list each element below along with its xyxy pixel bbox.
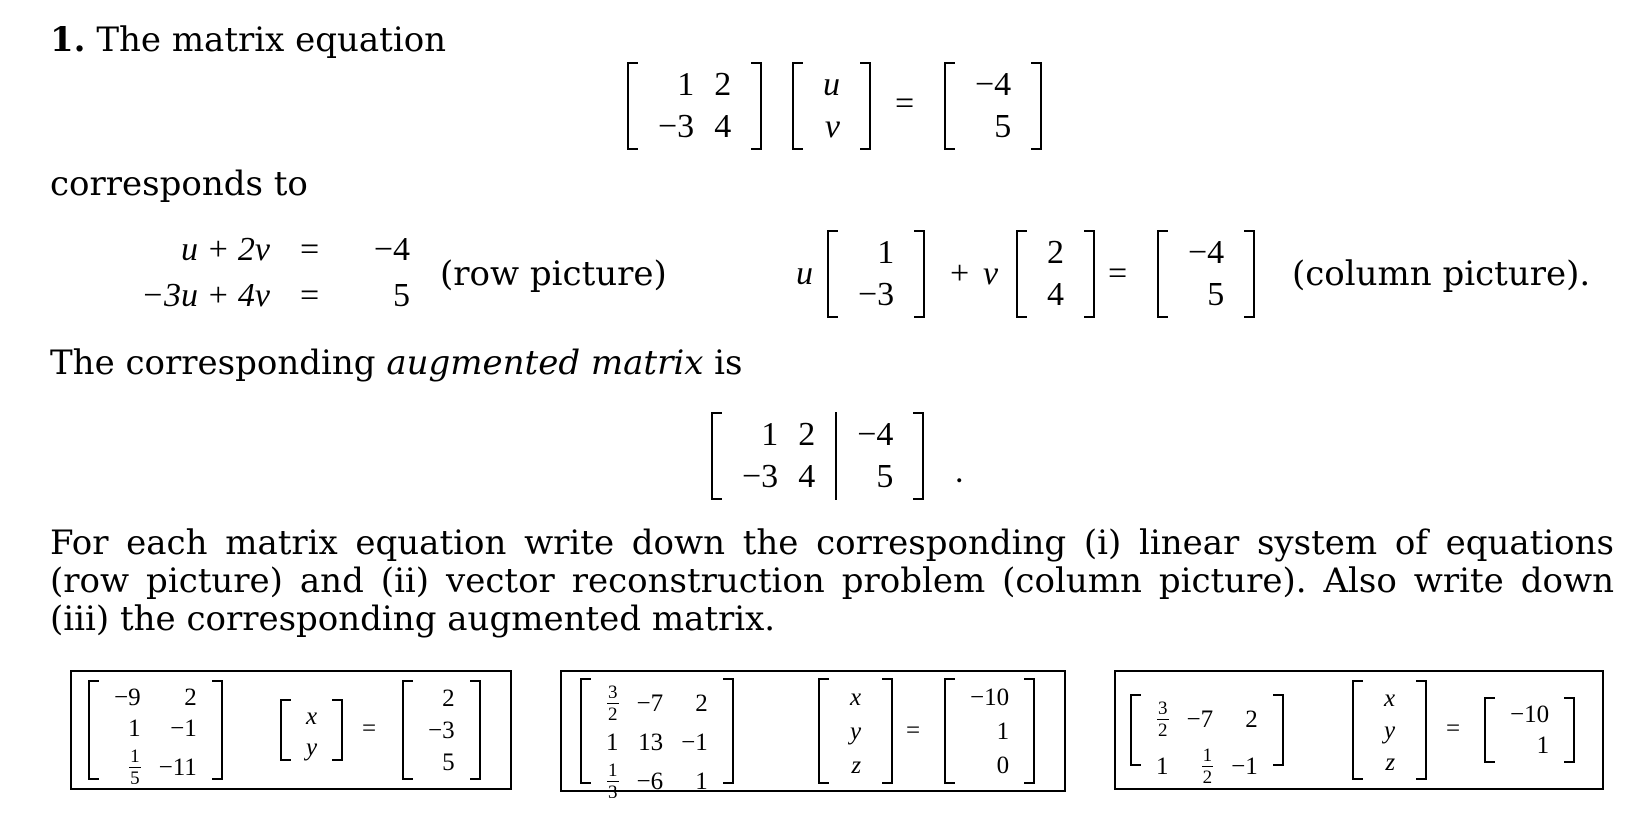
augmented-intro [50, 343, 743, 383]
exercise3-variable-vector [1352, 680, 1427, 780]
matrix-entry [120, 744, 150, 791]
exercise2-equals-sign: = [906, 717, 921, 744]
fraction: $\frac{1}{3}$ [608, 760, 618, 803]
variable-entry: y [850, 717, 862, 745]
row-eq1-rhs: −4 [373, 231, 410, 268]
matrix-entry: 1 [1156, 753, 1169, 780]
rhs-entry: 2 [442, 684, 455, 712]
matrix-entry: −4 [857, 416, 894, 453]
vector-entry: −3 [858, 276, 895, 313]
row-eq2-lhs: −3u + 4v [141, 277, 270, 314]
exercise3-equals-sign: = [1446, 715, 1461, 742]
matrix-entry: −3 [742, 458, 779, 495]
main-variable-vector [792, 62, 871, 150]
rhs-entry: −10 [1510, 701, 1550, 728]
matrix-entry [598, 758, 628, 805]
vector-entry: 1 [877, 234, 895, 271]
matrix-entry [1148, 696, 1178, 743]
matrix-entry: 2 [714, 66, 732, 103]
variable-entry: v [824, 108, 840, 145]
main-coefficient-matrix [627, 62, 762, 150]
exercise3-rhs-vector [1484, 697, 1575, 763]
instructions-paragraph: For each matrix equation write down the corresponding (i) linear system of equations (row picture) and (ii) vector reconstruction problem (column picture). Also write down (iii) the corresponding augmented matrix. [50, 523, 1614, 639]
matrix-entry [1193, 743, 1223, 790]
matrix-entry: −11 [158, 754, 197, 781]
matrix-entry: 2 [798, 416, 816, 453]
matrix-entry: −1 [1231, 753, 1258, 780]
problem-number: 1. [50, 20, 86, 60]
exercise1-matrix [88, 680, 223, 789]
variable-entry: z [1385, 748, 1396, 776]
vector-entry: 5 [1207, 276, 1225, 313]
row-picture-label: (row picture) [440, 254, 667, 294]
column-coef-u: u [796, 255, 813, 292]
matrix-entry: −1 [681, 729, 708, 756]
augmented-intro-emphasis: augmented matrix [386, 343, 704, 383]
variable-entry: y [306, 734, 318, 761]
matrix-entry: −3 [658, 108, 695, 145]
corresponds-to-text: corresponds to [50, 164, 308, 204]
matrix-entry: 13 [638, 729, 664, 756]
matrix-entry: 5 [876, 458, 894, 495]
column-picture-label: (column picture). [1292, 254, 1591, 294]
variable-entry: y [1384, 716, 1396, 744]
fraction: $\frac{3}{2}$ [1158, 698, 1168, 741]
exercise2-rhs-vector [944, 678, 1035, 784]
heading-text: The matrix equation [96, 20, 447, 60]
matrix-entry [598, 680, 628, 727]
column-coef-v: v [983, 255, 999, 292]
rhs-entry: −3 [428, 716, 455, 744]
matrix-entry: 2 [1245, 706, 1258, 733]
row-eq2-rhs: 5 [393, 277, 410, 314]
variable-entry: z [851, 751, 862, 779]
exercise3-matrix [1130, 694, 1284, 788]
exercise2-variable-vector [818, 678, 893, 784]
matrix-entry: 1 [606, 729, 619, 756]
matrix-entry: −7 [636, 690, 664, 717]
augmented-intro-after: is [703, 343, 743, 383]
matrix-entry: 2 [184, 684, 197, 711]
rhs-entry: −10 [970, 683, 1010, 711]
column-plus-sign: + [950, 255, 970, 292]
matrix-entry: 1 [761, 416, 779, 453]
rhs-entry: 5 [994, 108, 1012, 145]
augmented-divider [835, 412, 913, 500]
matrix-entry: 1 [695, 768, 708, 795]
variable-entry: x [1384, 684, 1396, 712]
exercise1-rhs-vector [402, 680, 481, 780]
column-vector-2 [1016, 230, 1095, 318]
problem-heading [50, 20, 446, 60]
rhs-entry: 5 [442, 748, 455, 776]
augmented-intro-before: The corresponding [50, 343, 387, 383]
matrix-entry: 2 [695, 690, 708, 717]
column-vector-1 [827, 230, 925, 318]
augmented-matrix [711, 412, 924, 500]
variable-entry: u [823, 66, 840, 103]
fraction: $\frac{1}{2}$ [1202, 745, 1213, 788]
fraction: $\frac{3}{2}$ [608, 682, 618, 725]
exercise2-matrix [580, 678, 734, 803]
matrix-entry: 4 [714, 108, 732, 145]
augmented-period: . [955, 453, 964, 490]
vector-entry: −4 [1188, 234, 1225, 271]
matrix-entry: 4 [798, 458, 816, 495]
matrix-entry: −9 [114, 684, 141, 711]
vector-entry: 2 [1047, 234, 1064, 271]
matrix-entry: −6 [636, 768, 664, 795]
rhs-entry: 1 [996, 717, 1010, 745]
rhs-entry: −4 [975, 66, 1012, 103]
main-equals-sign: = [895, 85, 915, 122]
matrix-entry: 1 [677, 66, 695, 103]
variable-entry: x [850, 683, 862, 711]
row-eq1-equals: = [300, 231, 320, 268]
exercise1-equals-sign: = [362, 715, 377, 742]
row-eq2-equals: = [300, 277, 320, 314]
variable-entry: x [306, 703, 318, 730]
rhs-entry: 1 [1536, 732, 1550, 759]
matrix-entry: 1 [128, 715, 141, 742]
matrix-entry: −7 [1186, 706, 1214, 733]
row-eq1-lhs: u + 2v [180, 231, 270, 268]
main-rhs-vector [944, 62, 1042, 150]
rhs-entry: 0 [996, 751, 1010, 779]
matrix-entry: −1 [170, 715, 197, 742]
column-equals-sign: = [1108, 255, 1128, 292]
exercise1-variable-vector [280, 699, 343, 761]
vector-entry: 4 [1047, 276, 1064, 313]
fraction: $\frac{1}{5}$ [130, 746, 140, 789]
column-rhs-vector [1157, 230, 1255, 318]
